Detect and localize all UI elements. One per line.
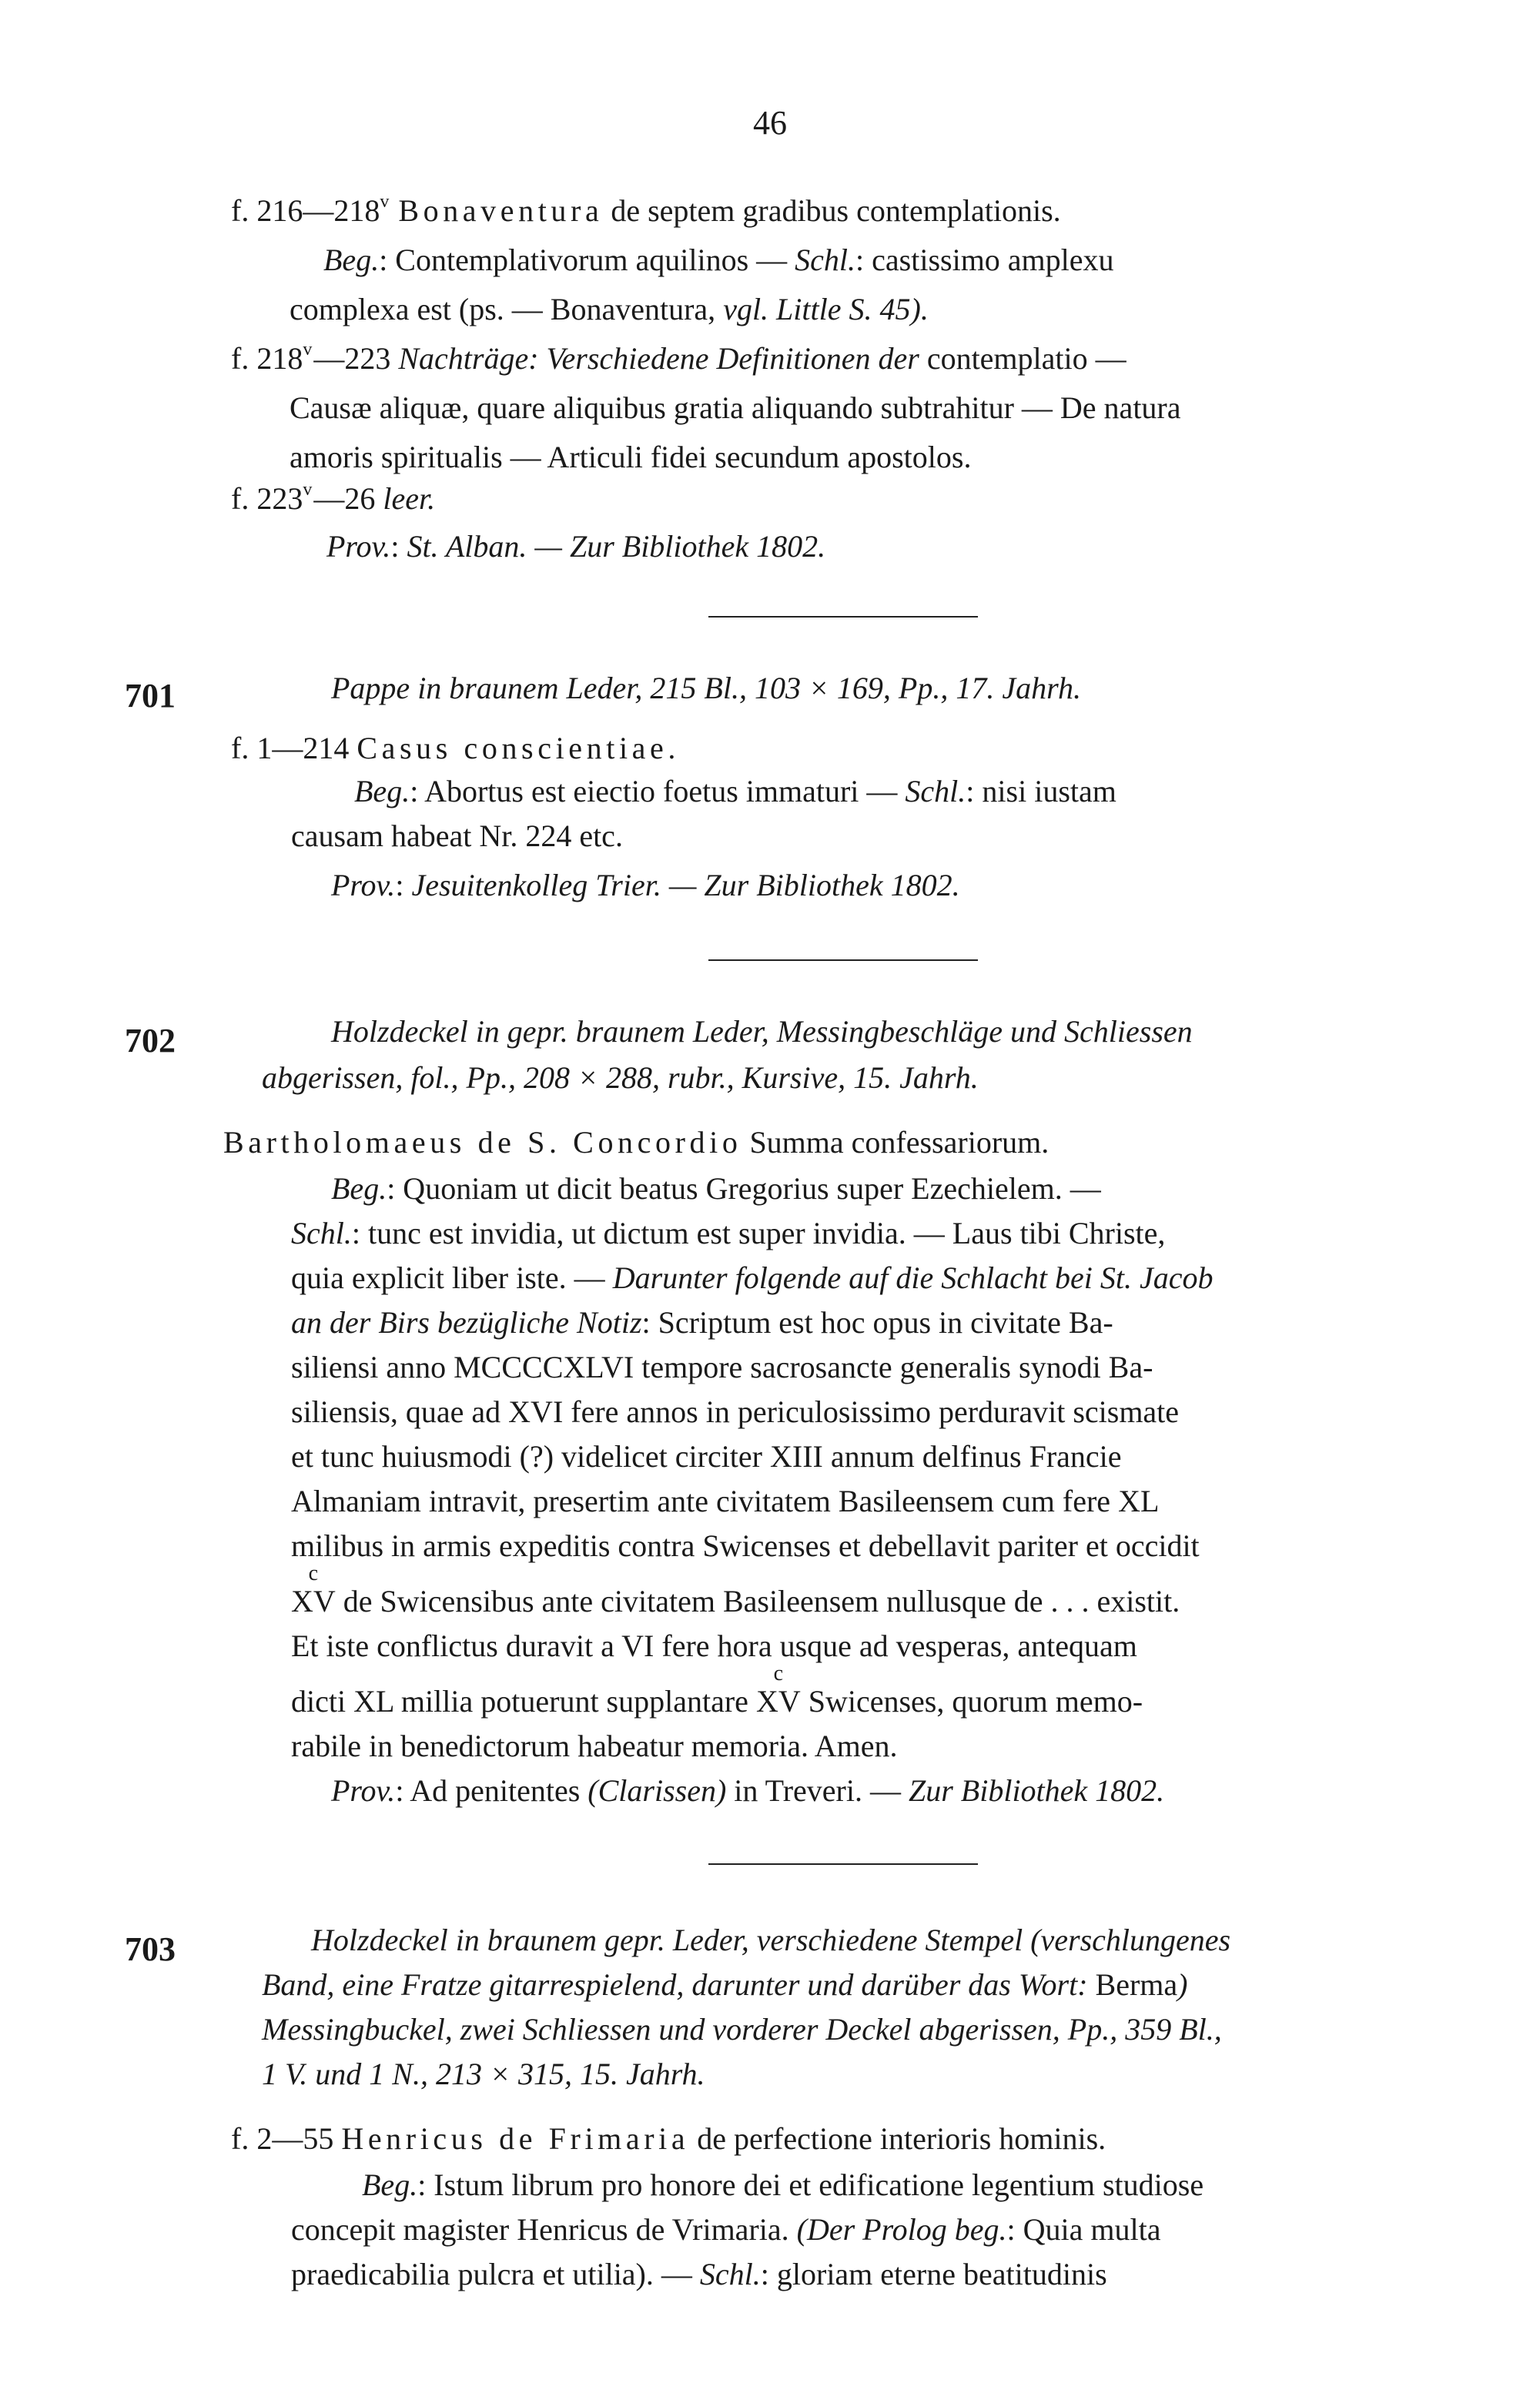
entry-number: 701 <box>125 677 176 715</box>
work-title: Henricus de Frimaria <box>341 2121 690 2156</box>
folio-line: f. 1—214 Casus conscientiae. <box>231 731 680 765</box>
provenance-line: Prov.: Jesuitenkolleg Trier. — Zur Bibliothek 1802. <box>331 868 960 902</box>
text-line: praedicabilia pulcra et utilia). — Schl.: gloriam eterne beatitudinis <box>291 2257 1107 2291</box>
text-line: an der Birs bezügliche Notiz: Scriptum est hoc opus in civitate Ba- <box>291 1305 1113 1340</box>
incipit-line: Beg.: Contemplativorum aquilinos — Schl.: castissimo amplexu <box>323 243 1114 277</box>
provenance-line: Prov.: Ad penitentes (Clarissen) in Treveri. — Zur Bibliothek 1802. <box>331 1773 1165 1808</box>
separator-rule <box>708 616 978 618</box>
explicit-line: Schl.: tunc est invidia, ut dictum est super invidia. — Laus tibi Christe, <box>291 1216 1166 1250</box>
numeral-with-superscript: c XV <box>291 1562 336 1618</box>
folio-line: f. 223$^v$—26 leer. <box>231 480 436 516</box>
folio-line: f. 216—218$^v$ Bonaventura de septem gradibus contemplationis. <box>231 192 1061 228</box>
entry-number: 703 <box>125 1930 176 1968</box>
separator-rule <box>708 1863 978 1865</box>
text-line: Almaniam intravit, presertim ante civitatem Basileensem cum fere XL <box>291 1484 1160 1518</box>
text-line: complexa est (ps. — Bonaventura, vgl. Little S. 45). <box>290 292 929 326</box>
text-line: c XV de Swicensibus ante civitatem Basileensem nullusque de . . . existit. <box>291 1562 1180 1618</box>
numeral-with-superscript: c XV <box>755 1662 801 1719</box>
incipit-line: Beg.: Quoniam ut dicit beatus Gregorius super Ezechielem. — <box>331 1171 1101 1206</box>
incipit-line: Beg.: Istum librum pro honore dei et edificatione legentium studiose <box>362 2167 1204 2202</box>
entry-header: Messingbuckel, zwei Schliessen und vorderer Deckel abgerissen, Pp., 359 Bl., <box>262 2012 1222 2047</box>
folio-line: f. 218$^v$—223 Nachträge: Verschiedene Definitionen der contemplatio — <box>231 340 1127 376</box>
entry-header: Band, eine Fratze gitarrespielend, darunter und darüber das Wort: Berma) <box>262 1967 1188 2002</box>
entry-header: Holzdeckel in braunem gepr. Leder, verschiedene Stempel (verschlungenes <box>311 1923 1231 1957</box>
work-title: Bartholomaeus de S. Concordio <box>223 1125 742 1160</box>
text-line: Causæ aliquæ, quare aliquibus gratia aliquando subtrahitur — De natura <box>290 390 1181 425</box>
page-number: 46 <box>753 104 787 142</box>
entry-header: Holzdeckel in gepr. braunem Leder, Messingbeschläge und Schliessen <box>331 1014 1193 1049</box>
text-line: dicti XL millia potuerunt supplantare c XV Swicenses, quorum memo- <box>291 1662 1143 1719</box>
text-line: et tunc huiusmodi (?) videlicet circiter XIII annum delfinus Francie <box>291 1439 1122 1474</box>
entry-header: Pappe in braunem Leder, 215 Bl., 103 × 169, Pp., 17. Jahrh. <box>331 671 1081 705</box>
entry-header: 1 V. und 1 N., 213 × 315, 15. Jahrh. <box>262 2057 705 2091</box>
entry-header: abgerissen, fol., Pp., 208 × 288, rubr., Kursive, 15. Jahrh. <box>262 1060 979 1095</box>
work-title: Bonaventura <box>398 193 604 228</box>
separator-rule <box>708 959 978 961</box>
text-line: quia explicit liber iste. — Darunter folgende auf die Schlacht bei St. Jacob <box>291 1260 1214 1295</box>
text-line: concepit magister Henricus de Vrimaria. (Der Prolog beg.: Quia multa <box>291 2212 1161 2247</box>
title-line: Bartholomaeus de S. Concordio Summa confessariorum. <box>223 1125 1050 1160</box>
incipit-line: Beg.: Abortus est eiectio foetus immaturi — Schl.: nisi iustam <box>354 774 1116 808</box>
provenance-line: Prov.: St. Alban. — Zur Bibliothek 1802. <box>326 529 826 564</box>
work-title: Casus conscientiae. <box>357 731 680 765</box>
text-line: siliensis, quae ad XVI fere annos in periculosissimo perduravit scismate <box>291 1394 1180 1429</box>
text-line: causam habeat Nr. 224 etc. <box>291 818 623 853</box>
text-line: amoris spiritualis — Articuli fidei secundum apostolos. <box>290 440 972 474</box>
text-line: Et iste conflictus duravit a VI fere hora usque ad vesperas, antequam <box>291 1628 1137 1663</box>
text-line: milibus in armis expeditis contra Swicenses et debellavit pariter et occidit <box>291 1528 1200 1563</box>
text-line: rabile in benedictorum habeatur memoria. Amen. <box>291 1729 898 1763</box>
entry-number: 702 <box>125 1022 176 1059</box>
folio-line: f. 2—55 Henricus de Frimaria de perfectione interioris hominis. <box>231 2121 1106 2156</box>
text-line: siliensi anno MCCCCXLVI tempore sacrosancte generalis synodi Ba- <box>291 1350 1153 1384</box>
